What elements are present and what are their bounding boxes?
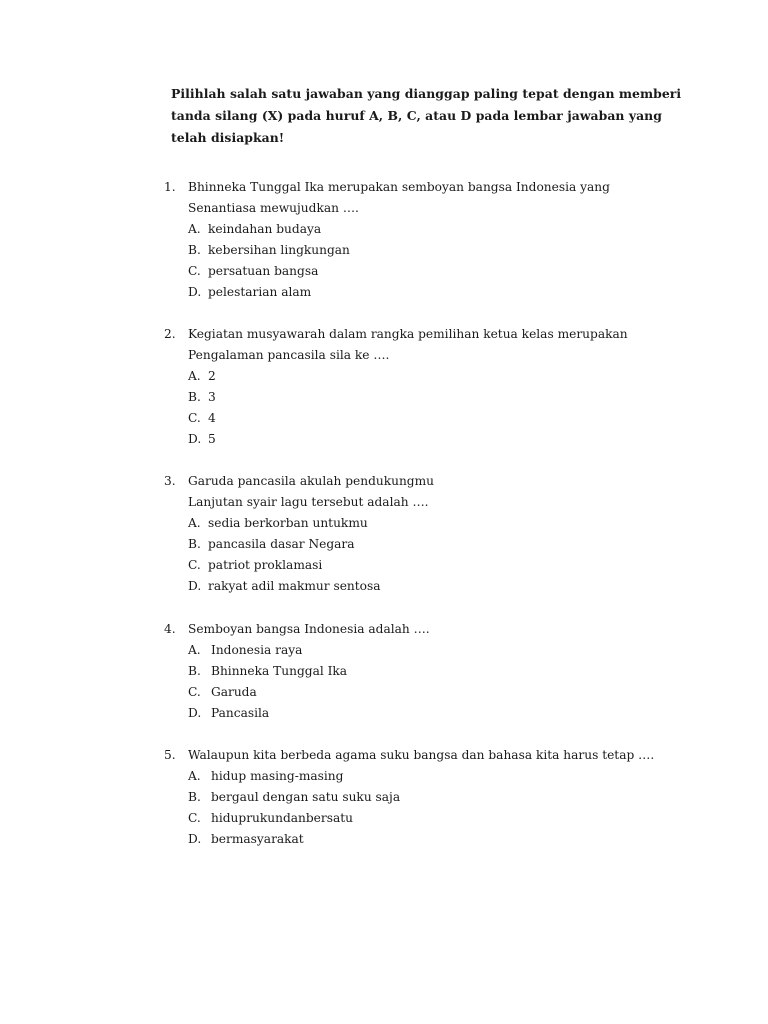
option-d [164, 282, 684, 303]
option-text: bermasyarakat [211, 832, 304, 846]
option-letter: A. [188, 222, 201, 236]
option-text: Bhinneka Tunggal Ika [211, 664, 348, 678]
option-b [164, 661, 684, 682]
option-text: Pancasila [211, 706, 270, 720]
question-text: Walaupun kita berbeda agama suku bangsa dan bahasa kita harus tetap …. [188, 748, 655, 762]
question-row [164, 177, 684, 198]
option-text: persatuan bangsa [208, 264, 319, 278]
option-letter: D. [188, 432, 202, 446]
option-letter: A. [188, 643, 201, 657]
option-text: patriot proklamasi [208, 558, 323, 572]
option-c [164, 682, 684, 703]
question-text: Garuda pancasila akulah pendukungmu [188, 474, 435, 488]
instruction-paragraph [171, 83, 682, 149]
option-letter: C. [188, 811, 201, 825]
question-text: Kegiatan musyawarah dalam rangka pemilihan ketua kelas merupakan [188, 327, 628, 341]
option-d [164, 829, 684, 850]
option-text: 3 [208, 390, 216, 404]
question-row [164, 745, 684, 766]
option-letter: A. [188, 769, 201, 783]
option-d [164, 429, 684, 450]
option-a [164, 640, 684, 661]
option-letter: C. [188, 264, 201, 278]
question-text: Senantiasa mewujudkan …. [188, 201, 359, 215]
option-letter: B. [188, 243, 201, 257]
option-text: keindahan budaya [208, 222, 322, 236]
option-a [164, 366, 684, 387]
option-b [164, 787, 684, 808]
option-text: 4 [208, 411, 216, 425]
instruction-line: Pilihlah salah satu jawaban yang dianggap paling tepat dengan memberi [171, 86, 682, 101]
question-row [164, 324, 684, 345]
question-number: 4. [164, 622, 176, 636]
option-a [164, 766, 684, 787]
option-letter: A. [188, 516, 201, 530]
question-text: Pengalaman pancasila sila ke …. [188, 348, 390, 362]
option-letter: C. [188, 411, 201, 425]
option-b [164, 240, 684, 261]
option-a [164, 219, 684, 240]
option-c [164, 408, 684, 429]
option-text: hiduprukundanbersatu [211, 811, 353, 825]
option-text: pancasila dasar Negara [208, 537, 355, 551]
option-letter: B. [188, 664, 201, 678]
option-letter: B. [188, 790, 201, 804]
question-text: Lanjutan syair lagu tersebut adalah …. [188, 495, 429, 509]
option-a [164, 513, 684, 534]
question-row [164, 198, 684, 219]
option-letter: B. [188, 390, 201, 404]
option-text: 5 [208, 432, 216, 446]
question-5 [164, 745, 684, 850]
option-letter: C. [188, 558, 201, 572]
option-letter: D. [188, 706, 202, 720]
option-text: hidup masing-masing [211, 769, 344, 783]
instruction-line: tanda silang (X) pada huruf A, B, C, atau D pada lembar jawaban yang [171, 108, 662, 123]
question-number: 5. [164, 748, 176, 762]
option-letter: A. [188, 369, 201, 383]
option-letter: C. [188, 685, 201, 699]
question-row [164, 471, 684, 492]
option-text: bergaul dengan satu suku saja [211, 790, 401, 804]
option-letter: D. [188, 285, 202, 299]
option-text: kebersihan lingkungan [208, 243, 350, 257]
option-letter: B. [188, 537, 201, 551]
option-b [164, 534, 684, 555]
question-number: 3. [164, 474, 176, 488]
instruction-line: telah disiapkan! [171, 130, 285, 145]
option-c [164, 555, 684, 576]
option-text: Indonesia raya [211, 643, 303, 657]
option-d [164, 703, 684, 724]
question-number: 2. [164, 327, 176, 341]
option-d [164, 576, 684, 597]
option-text: Garuda [211, 685, 257, 699]
question-text: Bhinneka Tunggal Ika merupakan semboyan bangsa Indonesia yang [188, 180, 610, 194]
option-text: rakyat adil makmur sentosa [208, 579, 381, 593]
question-row [164, 619, 684, 640]
option-letter: D. [188, 832, 202, 846]
option-c [164, 808, 684, 829]
option-text: sedia berkorban untukmu [208, 516, 368, 530]
question-row [164, 492, 684, 513]
option-b [164, 387, 684, 408]
option-text: 2 [208, 369, 216, 383]
question-2 [164, 324, 684, 450]
option-letter: D. [188, 579, 202, 593]
question-3 [164, 471, 684, 597]
question-row [164, 345, 684, 366]
option-c [164, 261, 684, 282]
question-1 [164, 177, 684, 303]
question-text: Semboyan bangsa Indonesia adalah …. [188, 622, 430, 636]
question-number: 1. [164, 180, 176, 194]
question-4 [164, 619, 684, 724]
option-text: pelestarian alam [208, 285, 312, 299]
